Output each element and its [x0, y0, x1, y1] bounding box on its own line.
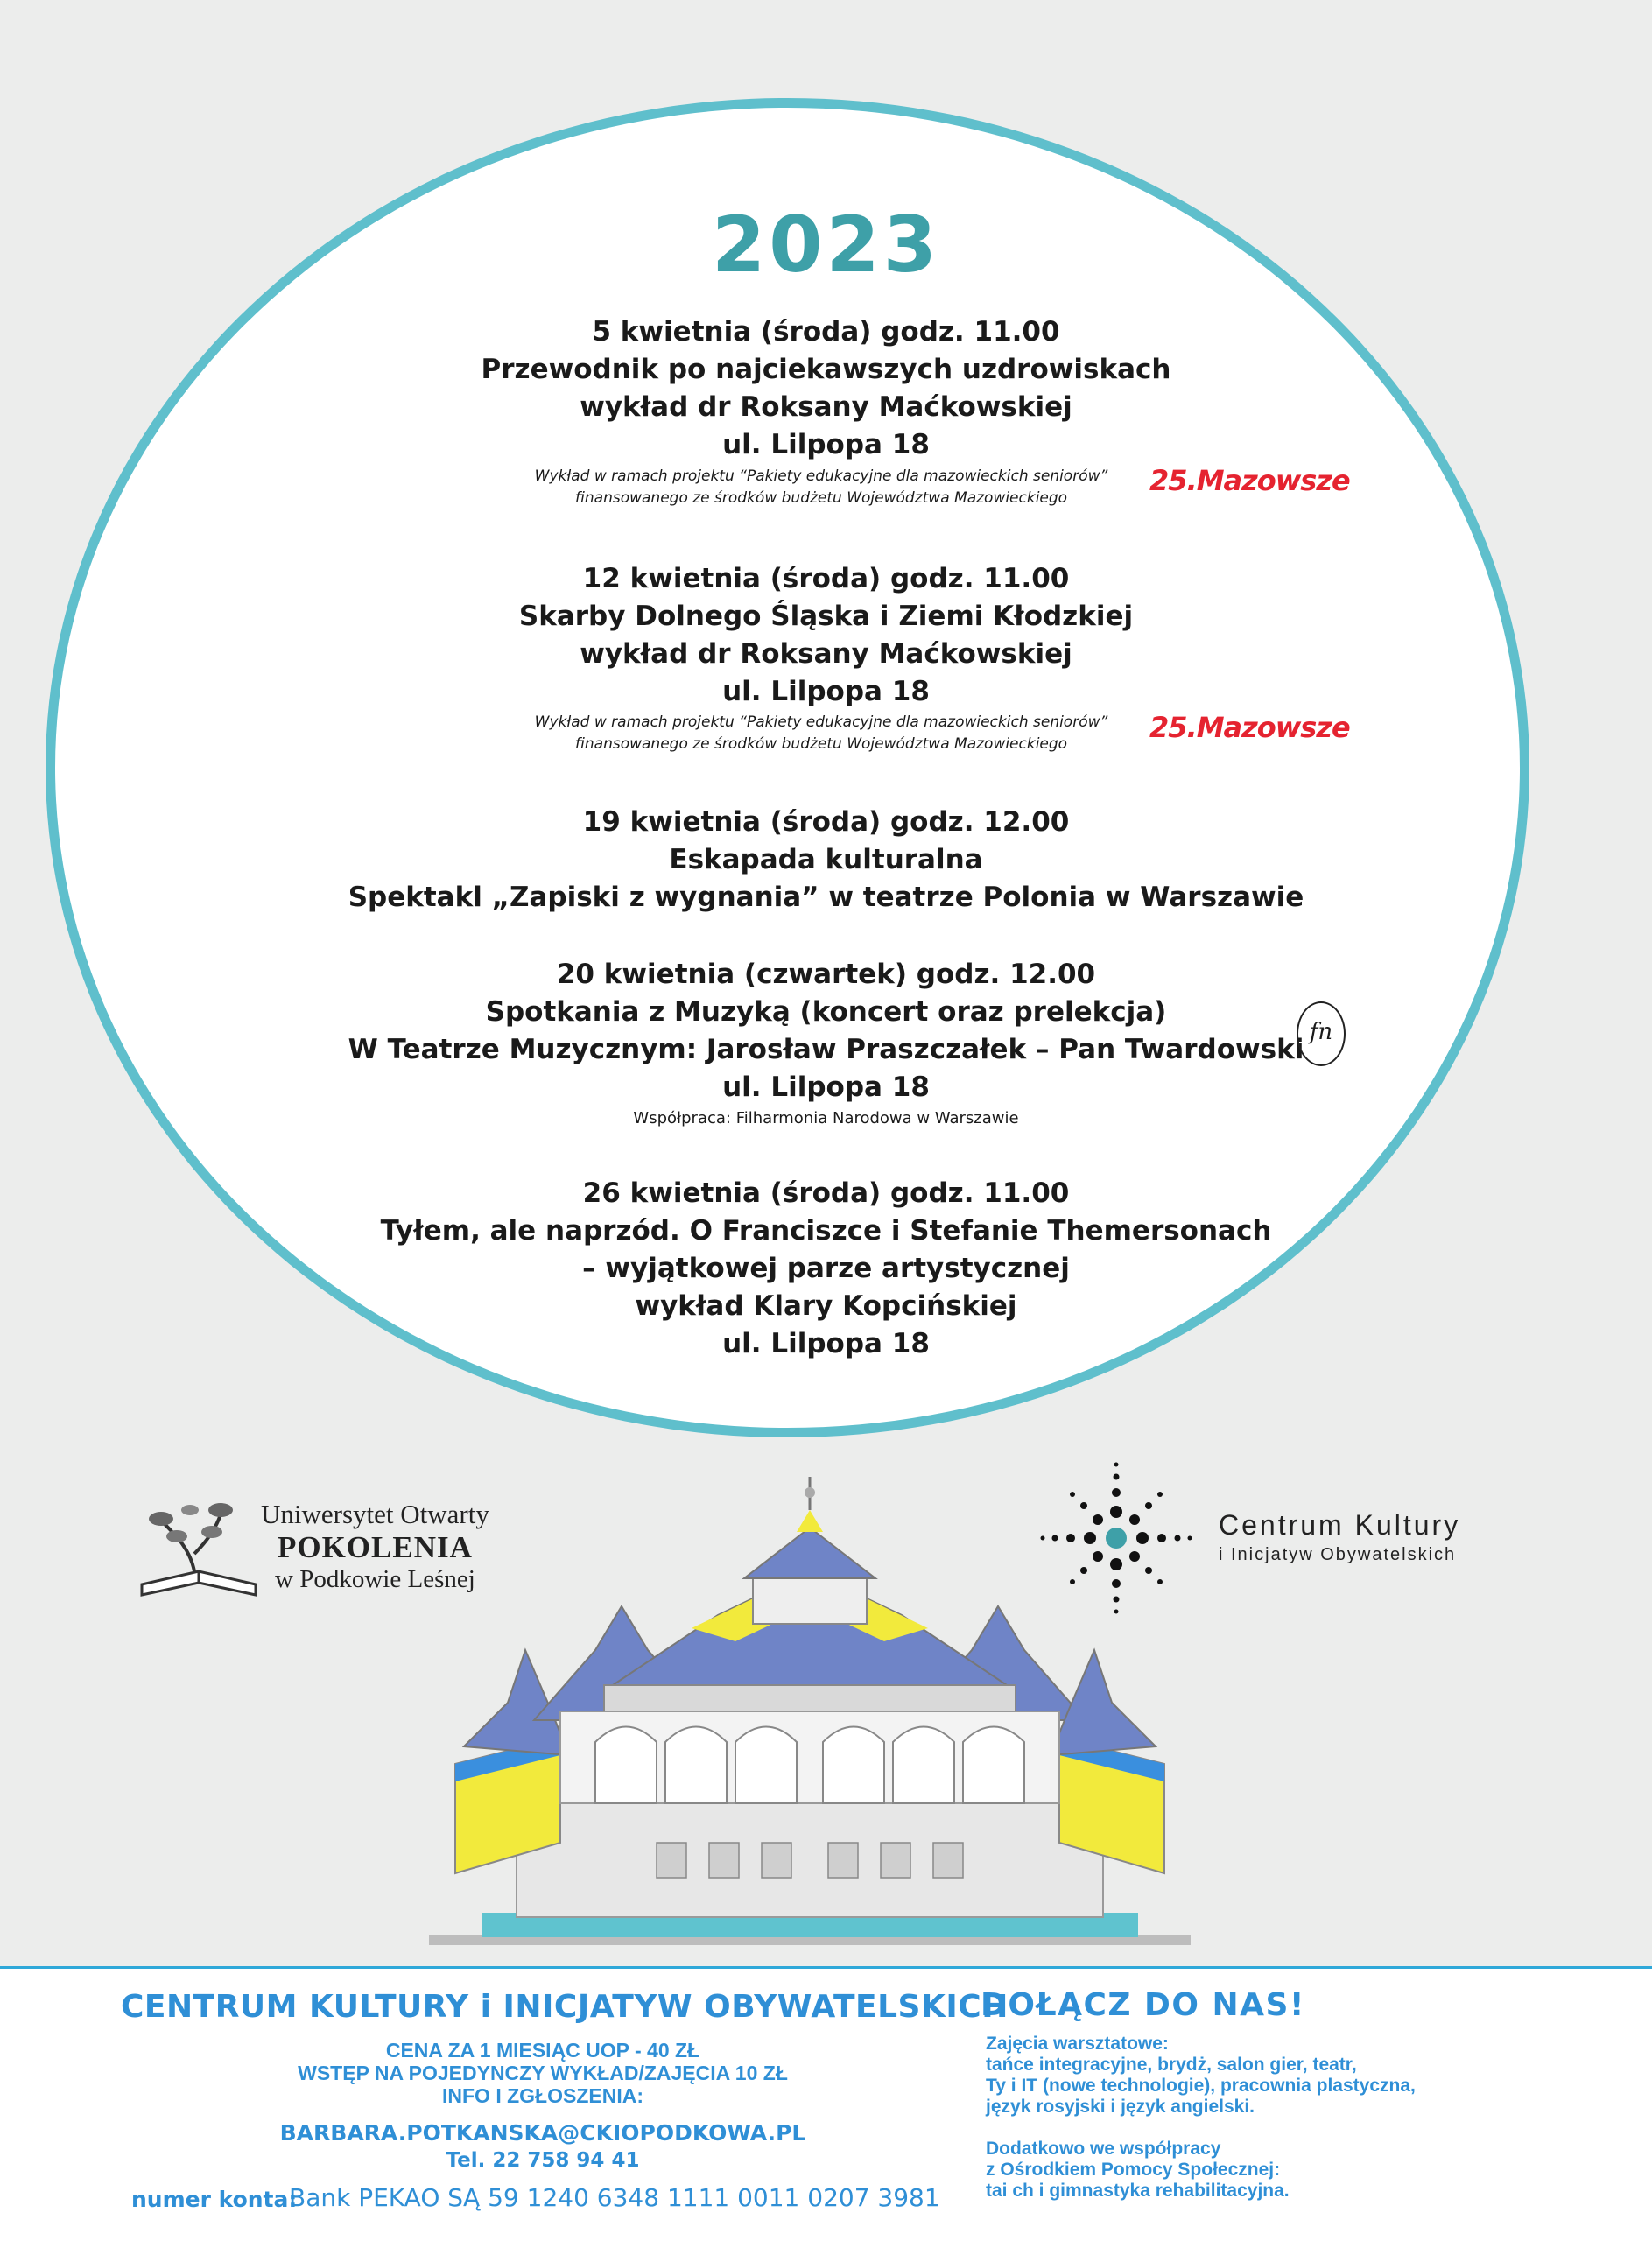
event-address: ul. Lilpopa 18 [722, 1071, 930, 1103]
event-2-note: Wykład w ramach projektu “Pakiety edukacyjne dla mazowieckich seniorów” finansowanego ze środków budżetu Województwa Mazowieckiego [534, 713, 1108, 753]
event-1 [0, 313, 1652, 464]
event-subtitle: – wyjątkowej parze artystycznej [582, 1253, 1070, 1284]
event-cooperation: Współpraca: Filharmonia Narodowa w Warszawie [633, 1109, 1019, 1128]
event-date: 5 kwietnia (środa) godz. 11.00 [592, 316, 1060, 348]
event-lecturer: wykład dr Roksany Maćkowskiej [580, 391, 1072, 423]
event-5 [0, 1175, 1652, 1363]
event-detail: W Teatrze Muzycznym: Jarosław Praszczałek – Pan Twardowski [348, 1034, 1304, 1065]
event-detail: Spektakl „Zapiski z wygnania” w teatrze Polonia w Warszawie [348, 882, 1304, 913]
info-label: INFO I ZGŁOSZENIA: [442, 2084, 643, 2107]
join-us-heading: DOŁĄCZ DO NAS! [981, 1987, 1305, 2023]
event-title: Przewodnik po najciekawszych uzdrowiskach [481, 354, 1171, 385]
event-2 [0, 560, 1652, 711]
event-lecturer: wykład dr Roksany Maćkowskiej [580, 638, 1072, 670]
event-address: ul. Lilpopa 18 [722, 429, 930, 460]
price-text: CENA ZA 1 MIESIĄC UOP - 40 ZŁ [385, 2039, 700, 2062]
filharmonia-logo: fn [1297, 1001, 1346, 1066]
event-3 [0, 804, 1652, 917]
workshops-list: Zajęcia warsztatowe: tańce integracyjne, brydż, salon gier, teatr, Ty i IT (nowe technologie), pracownia plastyczna, język rosyjski i język angielski. Dodatkowo we współpracy z Ośrodkiem Pomocy Społecznej: tai ch i gimnastyka rehabilitacyjna. [986, 2034, 1416, 2201]
event-title: Eskapada kulturalna [669, 844, 983, 875]
event-address: ul. Lilpopa 18 [722, 676, 930, 707]
account-label: numer konta: [131, 2187, 298, 2212]
contact-email[interactable]: BARBARA.POTKANSKA@CKIOPODKOWA.PL [279, 2120, 806, 2146]
event-address: ul. Lilpopa 18 [722, 1328, 930, 1359]
event-date: 12 kwietnia (środa) godz. 11.00 [582, 563, 1070, 594]
spa-pavilion-illustration [429, 1475, 1191, 1952]
event-1-note: Wykład w ramach projektu “Pakiety edukacyjne dla mazowieckich seniorów” finansowanego ze środków budżetu Województwa Mazowieckiego [534, 467, 1108, 507]
entry-price-text: WSTĘP NA POJEDYNCZY WYKŁAD/ZAJĘCIA 10 ZŁ [298, 2062, 788, 2084]
event-date: 20 kwietnia (czwartek) godz. 12.00 [556, 959, 1096, 990]
event-lecturer: wykład Klary Kopcińskiej [635, 1290, 1017, 1322]
contact-phone[interactable]: Tel. 22 758 94 41 [446, 2149, 640, 2172]
year-heading: 2023 [712, 200, 940, 290]
bank-account: Bank PEKAO SĄ 59 1240 6348 1111 0011 0207 3981 [289, 2183, 940, 2212]
ckio-logo-text: Centrum Kultury i Inicjatyw Obywatelskich [1219, 1509, 1461, 1564]
book-tree-icon [124, 1488, 273, 1606]
mazowsze-logo: 25.Mazowsze [1149, 464, 1350, 497]
event-4 [0, 956, 1652, 1131]
event-title: Spotkania z Muzyką (koncert oraz prelekcja) [485, 996, 1167, 1028]
footer-title: CENTRUM KULTURY i INICJATYW OBYWATELSKICH [121, 1989, 1009, 2025]
event-title: Skarby Dolnego Śląska i Ziemi Kłodzkiej [518, 601, 1134, 632]
mazowsze-logo: 25.Mazowsze [1149, 711, 1350, 744]
event-date: 26 kwietnia (środa) godz. 11.00 [582, 1177, 1070, 1209]
event-title: Tyłem, ale naprzód. O Franciszce i Stefanie Themersonach [380, 1215, 1272, 1247]
uo-logo-text: Uniwersytet Otwarty POKOLENIA w Podkowie Leśnej [261, 1499, 489, 1593]
event-date: 19 kwietnia (środa) godz. 12.00 [582, 806, 1070, 838]
